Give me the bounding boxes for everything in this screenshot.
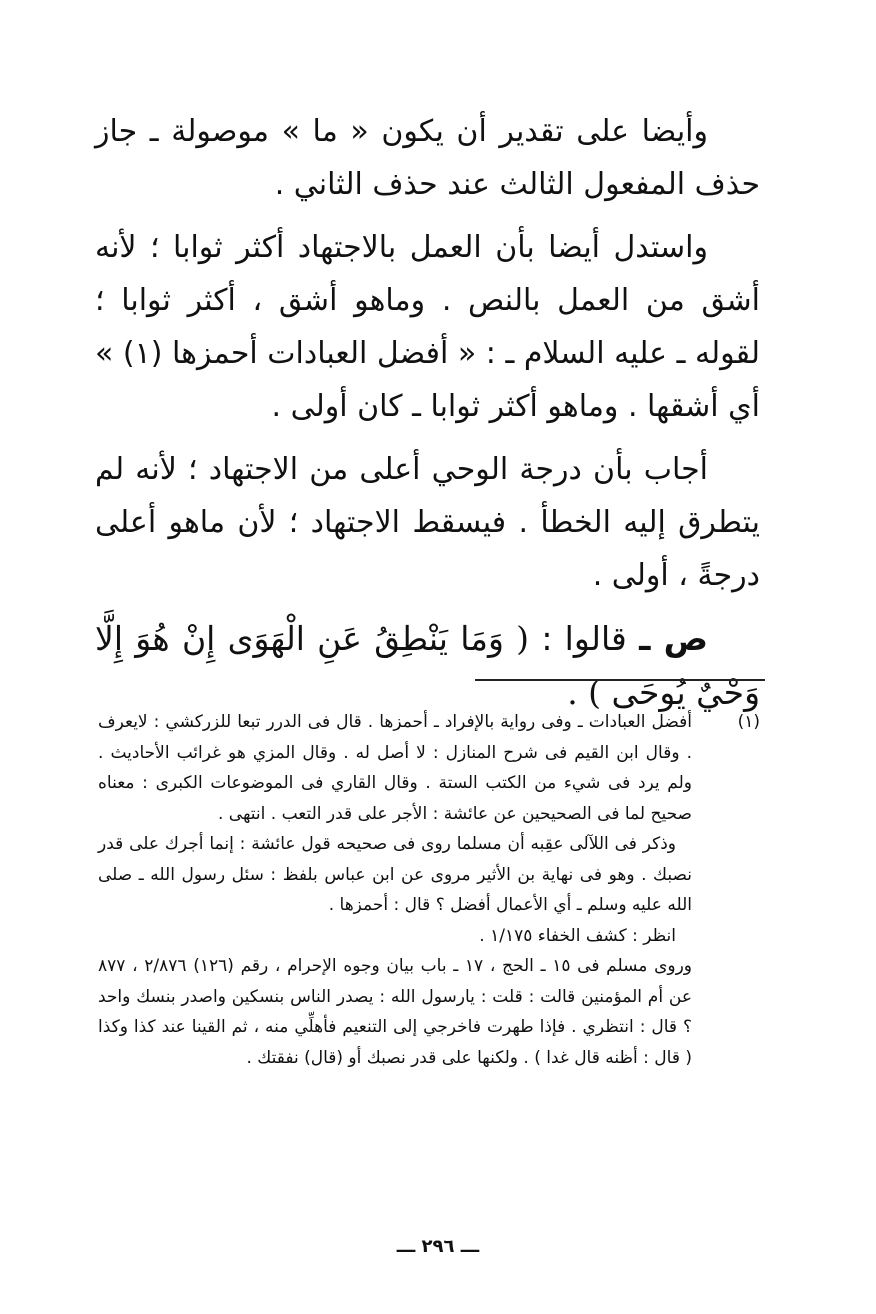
verse-paragraph	[95, 612, 760, 720]
sad-marker: ص ـ	[639, 619, 708, 658]
paragraph-1: وأيضا على تقدير أن يكون « ما » موصولة ـ جاز حذف المفعول الثالث عند حذف الثاني .	[95, 114, 760, 202]
footnote-paragraph-1: أفضل العبادات ـ وفى رواية بالإفراد ـ أحمزها . قال فى الدرر تبعا للزركشي : لايعرف . وقال ابن القيم فى شرح المنازل : لا أصل له . وقال المزي هو غرائب الأحاديث . ولم يرد فى شيء من الكتب الستة . وقال القاري فى الموضوعات الكبرى : معناه صحيح لما فى الصحيحين عن عائشة : الأجر على قدر التعب . انتهى .	[98, 712, 692, 824]
page-number: ـــ ٢٩٦ ـــ	[396, 1236, 480, 1257]
footnote-divider	[475, 679, 765, 681]
footnote-paragraph-3: انظر : كشف الخفاء ١/١٧٥ .	[479, 925, 676, 946]
footnote-marker: (١)	[737, 712, 760, 732]
paragraph-3: أجاب بأن درجة الوحي أعلى من الاجتهاد ؛ لأنه لم يتطرق إليه الخطأ . فيسقط الاجتهاد ؛ لأن ماهو أعلى درجةً ، أولى .	[95, 452, 760, 593]
footnote-paragraph-4: وروى مسلم فى ١٥ ـ الحج ، ١٧ ـ باب بيان وجوه الإحرام ، رقم (١٢٦) ٢/٨٧٦ ، ٨٧٧ عن أم المؤمنين قالت : قلت : يارسول الله : يصدر الناس بنسكين واصدر بنسك واحد ؟ قال : انتظري . فإذا طهرت فاخرجي إلى التنعيم فأهلِّي منه ، ثم القينا عند كذا وكذا ( قال : أظنه قال غدا ) . ولكنها على قدر نصبك أو (قال) نفقتك .	[98, 956, 692, 1068]
paragraph-2: واستدل أيضا بأن العمل بالاجتهاد أكثر ثوابا ؛ لأنه أشق من العمل بالنص . وماهو أشق ، أكثر ثوابا ؛ لقوله ـ عليه السلام ـ : « أفضل العبادات أحمزها (١) » أي أشقها . وماهو أكثر ثوابا ـ كان أولى .	[95, 230, 760, 424]
footnote-row	[98, 707, 760, 1073]
footnote-paragraph-2: وذكر فى اللآلى عقِبه أن مسلما روى فى صحيحه قول عائشة : إنما أجرك على قدر نصبك . وهو فى نهاية بن الأثير مروى عن ابن عباس بلفظ : سئل رسول الله ـ صلى الله عليه وسلم ـ أي الأعمال أفضل ؟ قال : أحمزها .	[98, 834, 692, 915]
verse-lead: قالوا :	[541, 619, 627, 658]
footnote	[98, 707, 760, 1073]
main-text	[95, 105, 760, 720]
footnote-body	[98, 707, 692, 1073]
quran-verse: ( وَمَا يَنْطِقُ عَنِ الْهَوَى إِنْ هُوَ إِلَّا وَحْيٌ يُوحَى ) .	[95, 619, 760, 712]
